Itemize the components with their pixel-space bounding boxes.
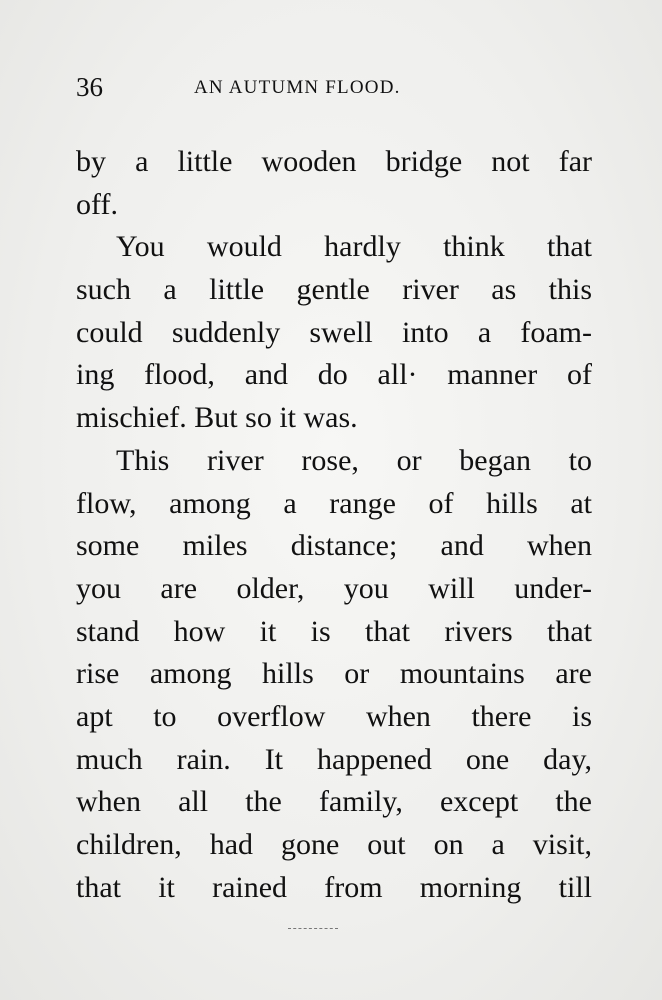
text-line: when all the family, except the	[76, 785, 592, 819]
footer-rule	[288, 928, 338, 929]
text-line: rise among hills or mountains are	[76, 657, 592, 691]
page-number: 36	[76, 72, 103, 102]
text-line: children, had gone out on a visit,	[76, 828, 592, 861]
text-line: apt to overflow when there is	[76, 699, 592, 733]
text-line: mischief. But so it was.	[76, 401, 358, 435]
text-line: off.	[76, 187, 118, 221]
text-line: much rain. It happened one day,	[76, 742, 592, 776]
text-line: such a little gentle river as this	[76, 273, 592, 307]
body-text	[76, 141, 592, 909]
text-line: you are older, you will under-	[76, 571, 592, 605]
text-line: some miles distance; and when	[76, 529, 592, 563]
text-line: This river rose, or began to	[116, 443, 592, 477]
text-line: ing flood, and do all· manner of	[76, 358, 592, 392]
text-line: flow, among a range of hills at	[76, 486, 592, 520]
running-head	[76, 70, 596, 106]
running-title: AN AUTUMN FLOOD.	[194, 77, 401, 98]
text-line: You would hardly think that	[116, 230, 592, 264]
text-line: by a little wooden bridge not far	[76, 145, 592, 178]
text-line: could suddenly swell into a foam-	[76, 315, 592, 349]
text-line: that it rained from morning till	[76, 870, 592, 904]
text-line: stand how it is that rivers that	[76, 614, 592, 648]
